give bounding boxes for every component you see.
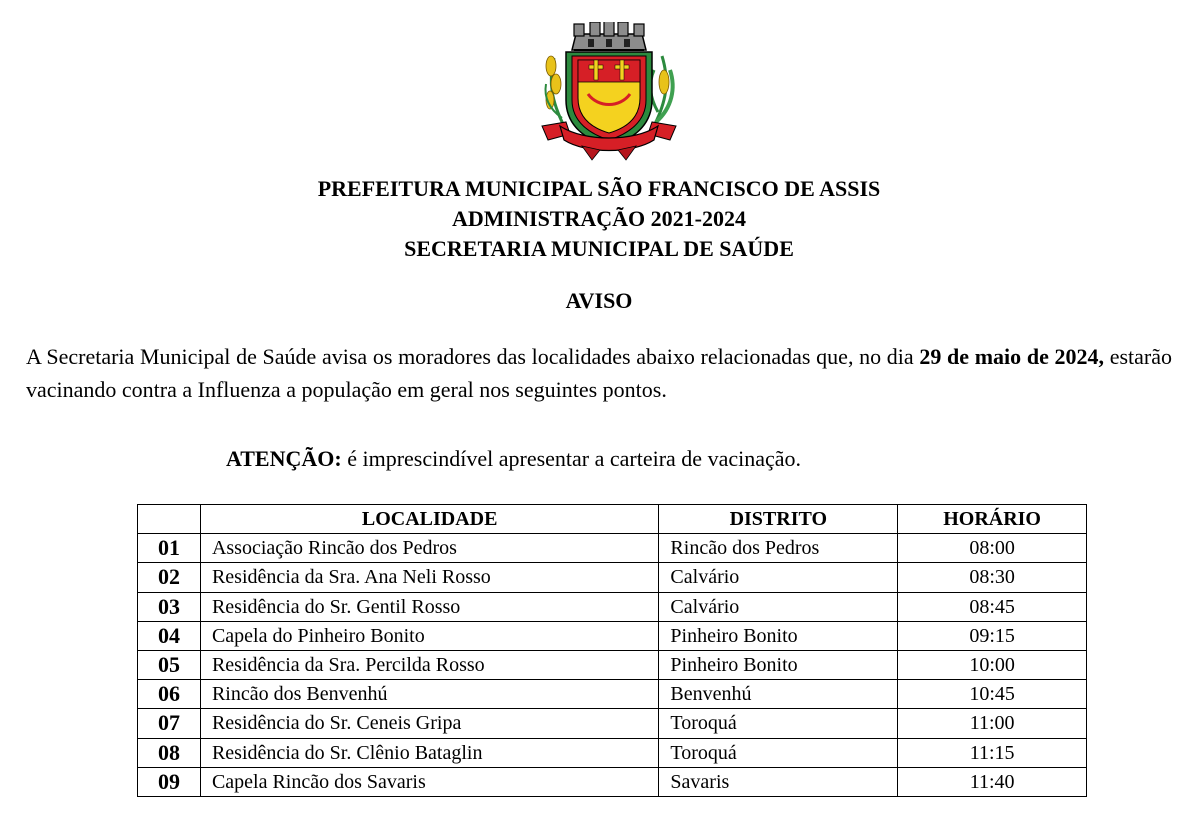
attention-text: é imprescindível apresentar a carteira de vacinação. bbox=[341, 446, 802, 471]
table-row bbox=[138, 738, 1087, 767]
row-locality: Residência do Sr. Ceneis Gripa bbox=[200, 709, 658, 738]
row-time: 10:00 bbox=[898, 650, 1087, 679]
row-district: Calvário bbox=[659, 592, 898, 621]
table-header-row bbox=[138, 505, 1087, 534]
row-district: Benvenhú bbox=[659, 680, 898, 709]
attention-note bbox=[226, 444, 801, 474]
row-district: Toroquá bbox=[659, 709, 898, 738]
row-district: Toroquá bbox=[659, 738, 898, 767]
municipal-coat-of-arms-icon bbox=[538, 22, 680, 164]
row-number: 05 bbox=[138, 650, 201, 679]
row-number: 07 bbox=[138, 709, 201, 738]
row-district: Rincão dos Pedros bbox=[659, 534, 898, 563]
row-time: 08:00 bbox=[898, 534, 1087, 563]
row-time: 11:00 bbox=[898, 709, 1087, 738]
row-time: 08:45 bbox=[898, 592, 1087, 621]
table-row bbox=[138, 534, 1087, 563]
row-time: 11:40 bbox=[898, 767, 1087, 796]
shield bbox=[566, 52, 652, 146]
row-locality: Rincão dos Benvenhú bbox=[200, 680, 658, 709]
table-row bbox=[138, 709, 1087, 738]
row-locality: Residência da Sra. Ana Neli Rosso bbox=[200, 563, 658, 592]
row-district: Pinheiro Bonito bbox=[659, 650, 898, 679]
document-header bbox=[0, 174, 1198, 264]
row-locality: Residência do Sr. Gentil Rosso bbox=[200, 592, 658, 621]
row-number: 04 bbox=[138, 621, 201, 650]
column-header-number bbox=[138, 505, 201, 534]
notice-paragraph bbox=[26, 340, 1172, 406]
wheat-branch bbox=[546, 56, 564, 126]
row-number: 06 bbox=[138, 680, 201, 709]
row-district: Savaris bbox=[659, 767, 898, 796]
row-locality: Associação Rincão dos Pedros bbox=[200, 534, 658, 563]
column-header-district: DISTRITO bbox=[659, 505, 898, 534]
row-number: 02 bbox=[138, 563, 201, 592]
row-district: Calvário bbox=[659, 563, 898, 592]
row-number: 09 bbox=[138, 767, 201, 796]
notice-text-before: A Secretaria Municipal de Saúde avisa os moradores das localidades abaixo relacionadas que, no dia bbox=[26, 344, 920, 369]
column-header-time: HORÁRIO bbox=[898, 505, 1087, 534]
row-time: 08:30 bbox=[898, 563, 1087, 592]
table-row bbox=[138, 767, 1087, 796]
row-time: 09:15 bbox=[898, 621, 1087, 650]
row-number: 03 bbox=[138, 592, 201, 621]
row-number: 08 bbox=[138, 738, 201, 767]
table-row bbox=[138, 650, 1087, 679]
row-locality: Residência do Sr. Clênio Bataglin bbox=[200, 738, 658, 767]
row-locality: Residência da Sra. Percilda Rosso bbox=[200, 650, 658, 679]
row-district: Pinheiro Bonito bbox=[659, 621, 898, 650]
row-locality: Capela do Pinheiro Bonito bbox=[200, 621, 658, 650]
row-locality: Capela Rincão dos Savaris bbox=[200, 767, 658, 796]
row-number: 01 bbox=[138, 534, 201, 563]
attention-label: ATENÇÃO: bbox=[226, 446, 342, 471]
municipality-title: PREFEITURA MUNICIPAL SÃO FRANCISCO DE ASSIS bbox=[317, 176, 881, 201]
table-row bbox=[138, 563, 1087, 592]
table-row bbox=[138, 680, 1087, 709]
secretariat-title: SECRETARIA MUNICIPAL DE SAÚDE bbox=[404, 236, 794, 261]
corn-branch bbox=[651, 56, 673, 126]
administration-title: ADMINISTRAÇÃO 2021-2024 bbox=[452, 206, 746, 231]
notice-text-after: estarão vacinando contra a Influenza a população em geral nos seguintes pontos. bbox=[26, 344, 1172, 402]
row-time: 10:45 bbox=[898, 680, 1087, 709]
column-header-locality: LOCALIDADE bbox=[200, 505, 658, 534]
vaccination-schedule-table bbox=[137, 504, 1087, 797]
mural-crown bbox=[572, 22, 646, 50]
row-time: 11:15 bbox=[898, 738, 1087, 767]
notice-date: 29 de maio de 2024, bbox=[919, 344, 1105, 369]
table-row bbox=[138, 621, 1087, 650]
table-row bbox=[138, 592, 1087, 621]
notice-title: AVISO bbox=[565, 288, 633, 313]
